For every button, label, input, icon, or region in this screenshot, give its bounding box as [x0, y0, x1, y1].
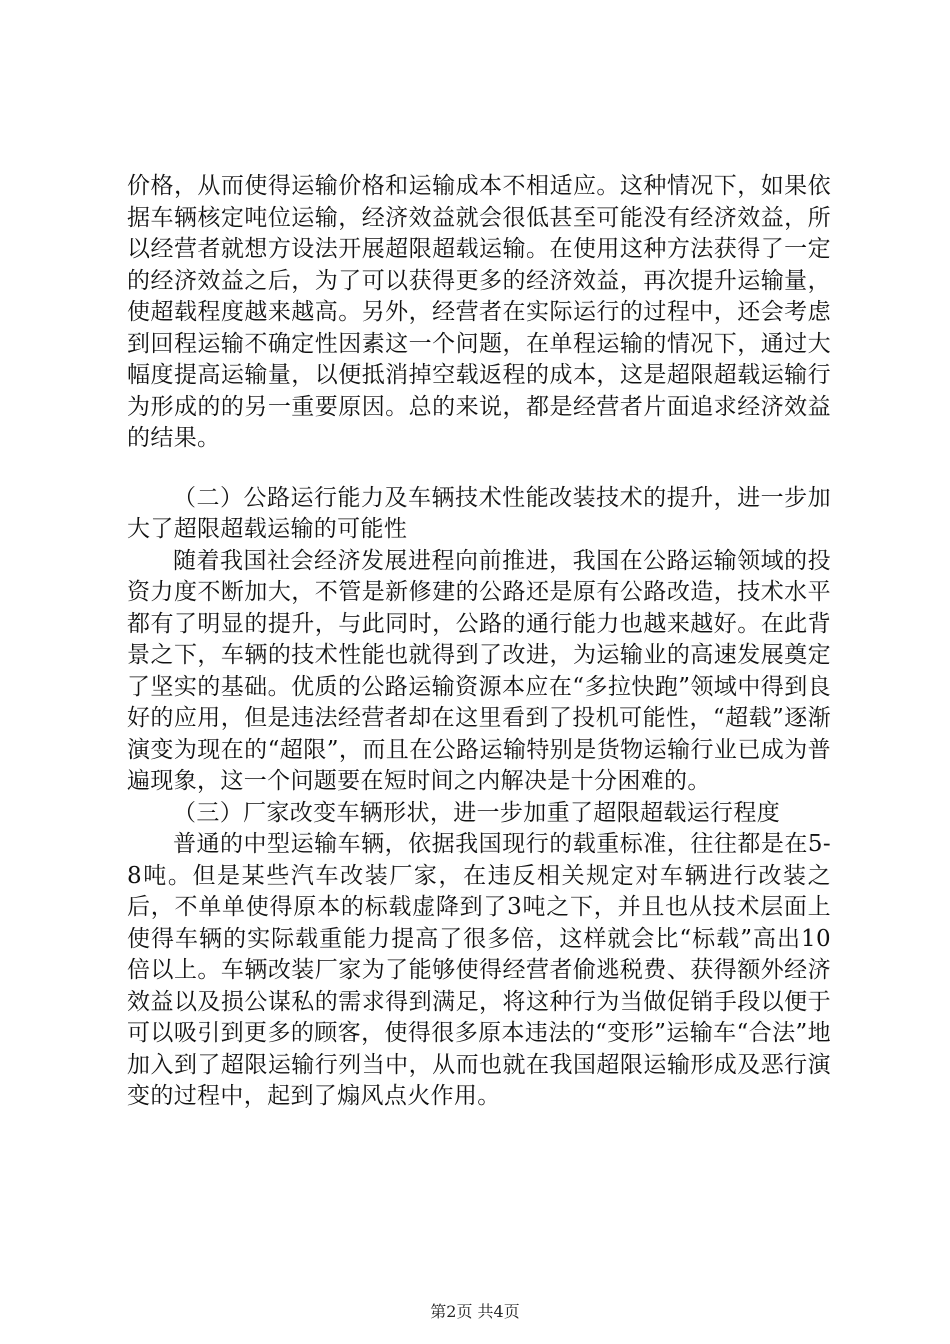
- document-body: [127, 171, 831, 1113]
- paragraph-section-2: 随着我国社会经济发展进程向前推进，我国在公路运输领域的投资力度不断加大，不管是新修建的公路还是原有公路改造，技术水平都有了明显的提升，与此同时，公路的通行能力也越来越好。在此背景之下，车辆的技术性能也就得到了改进，为运输业的高速发展奠定了坚实的基础。优质的公路运输资源本应在“多拉快跑”领域中得到良好的应用，但是违法经营者却在这里看到了投机可能性，“超载”逐渐演变为现在的“超限”，而且在公路运输特别是货物运输行业已成为普遍现象，这一个问题要在短时间之内解决是十分困难的。: [127, 547, 831, 794]
- page-number-footer: 第2页 共4页: [430, 1302, 520, 1321]
- section-heading-2: （二）公路运行能力及车辆技术性能改装技术的提升，进一步加大了超限超载运输的可能性: [127, 484, 831, 542]
- section-heading-3: （三）厂家改变车辆形状，进一步加重了超限超载运行程度: [173, 799, 781, 826]
- paragraph-continuation: 价格，从而使得运输价格和运输成本不相适应。这种情况下，如果依据车辆核定吨位运输，经济效益就会很低甚至可能没有经济效益，所以经营者就想方设法开展超限超载运输。在使用这种方法获得了一定的经济效益之后，为了可以获得更多的经济效益，再次提升运输量，使超载程度越来越高。另外，经营者在实际运行的过程中，还会考虑到回程运输不确定性因素这一个问题，在单程运输的情况下，通过大幅度提高运输量，以便抵消掉空载返程的成本，这是超限超载运输行为形成的的另一重要原因。总的来说，都是经营者片面追求经济效益的结果。: [127, 173, 831, 451]
- paragraph-section-3: 普通的中型运输车辆，依据我国现行的载重标准，往往都是在5-8吨。但是某些汽车改装厂家，在违反相关规定对车辆进行改装之后，不单单使得原本的标载虚降到了3吨之下，并且也从技术层面上使得车辆的实际载重能力提高了很多倍，这样就会比“标载”高出10倍以上。车辆改装厂家为了能够使得经营者偷逃税费、获得额外经济效益以及损公谋私的需求得到满足，将这种行为当做促销手段以便于可以吸引到更多的顾客，使得很多原本违法的“变形”运输车“合法”地加入到了超限运输行列当中，从而也就在我国超限运输形成及恶行演变的过程中，起到了煽风点火作用。: [127, 831, 831, 1109]
